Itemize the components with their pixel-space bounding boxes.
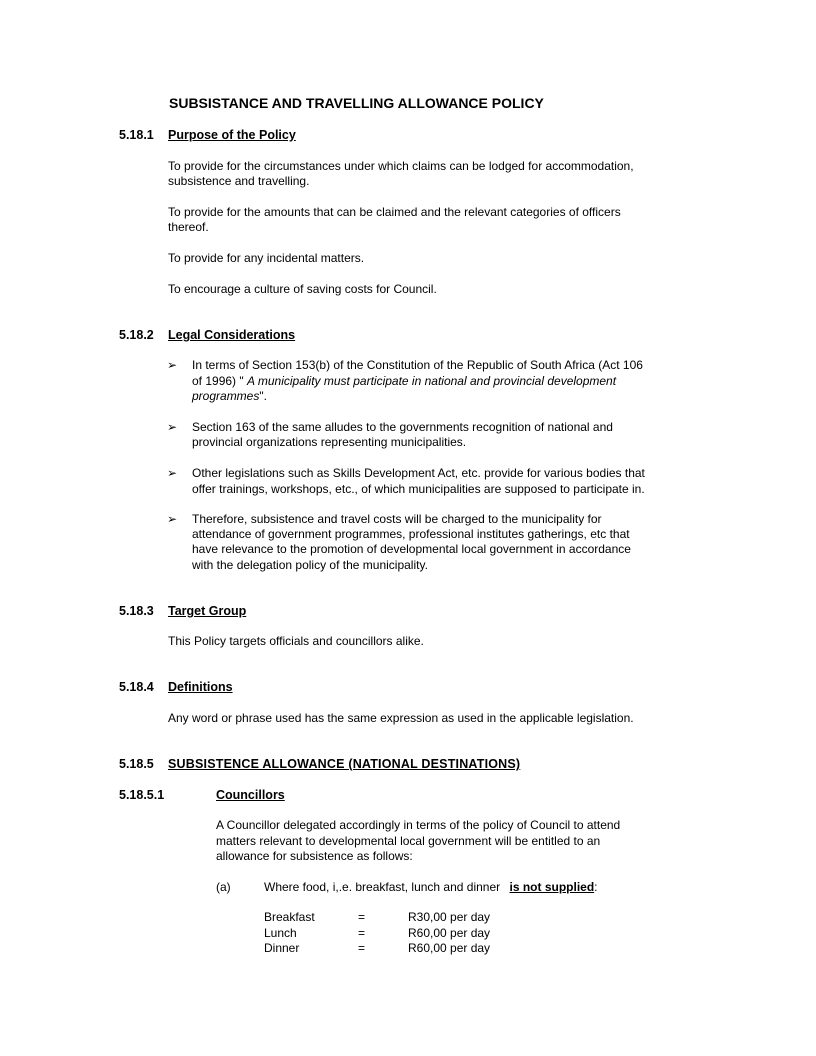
equals-sign: = <box>358 926 366 940</box>
paragraph-line: To provide for the amounts that can be claimed and the relevant categories of officers <box>168 205 621 219</box>
arrow-bullet-icon: ➢ <box>167 512 178 526</box>
bullet-line: of 1996) " A municipality must participate in national and provincial development <box>192 374 617 388</box>
paragraph-line: Any word or phrase used has the same expression as used in the applicable legislation. <box>168 711 634 725</box>
bullet-line: Therefore, subsistence and travel costs will be charged to the municipality for <box>192 512 602 526</box>
section-number-5-18-5-1: 5.18.5.1 <box>119 788 165 802</box>
paragraph-line: This Policy targets officials and councillors alike. <box>168 634 424 648</box>
bullet-line: offer trainings, workshops, etc., of which municipalities are supposed to participate in. <box>192 482 645 496</box>
section-heading-target-group: Target Group <box>168 604 247 618</box>
meal-name: Dinner <box>264 941 300 955</box>
document-title: SUBSISTANCE AND TRAVELLING ALLOWANCE POLICY <box>169 95 544 111</box>
section-heading-definitions: Definitions <box>168 680 233 694</box>
equals-sign: = <box>358 910 366 924</box>
meal-name: Breakfast <box>264 910 315 924</box>
bullet-line: Section 163 of the same alludes to the governments recognition of national and <box>192 420 613 434</box>
paragraph-line: allowance for subsistence as follows: <box>216 849 413 863</box>
list-label-a: (a) <box>216 880 231 894</box>
list-item-a: Where food, i,.e. breakfast, lunch and dinner is not supplied: <box>264 880 598 894</box>
paragraph-line: A Councillor delegated accordingly in terms of the policy of Council to attend <box>216 818 621 832</box>
paragraph-line: subsistence and travelling. <box>168 174 310 188</box>
section-number-5-18-3: 5.18.3 <box>119 604 154 618</box>
bullet-line: provincial organizations representing municipalities. <box>192 435 467 449</box>
paragraph-line: matters relevant to developmental local government will be entitled to an <box>216 834 601 848</box>
paragraph-line: To provide for any incidental matters. <box>168 251 365 265</box>
meal-amount: R60,00 per day <box>408 926 491 940</box>
bullet-line: have relevance to the promotion of developmental local government in accordance <box>192 542 631 556</box>
meal-amount: R60,00 per day <box>408 941 491 955</box>
section-number-5-18-5: 5.18.5 <box>119 757 154 771</box>
meal-name: Lunch <box>264 926 297 940</box>
equals-sign: = <box>358 941 366 955</box>
meal-amount: R30,00 per day <box>408 910 491 924</box>
section-heading-legal: Legal Considerations <box>168 328 296 342</box>
bullet-line: Other legislations such as Skills Development Act, etc. provide for various bodies that <box>192 466 645 480</box>
arrow-bullet-icon: ➢ <box>167 420 178 434</box>
arrow-bullet-icon: ➢ <box>167 358 178 372</box>
paragraph-line: To provide for the circumstances under which claims can be lodged for accommodation, <box>168 159 634 173</box>
arrow-bullet-icon: ➢ <box>167 466 178 480</box>
section-heading-councillors: Councillors <box>216 788 285 802</box>
paragraph-line: thereof. <box>168 220 209 234</box>
bullet-line: attendance of government programmes, professional institutes gatherings, etc that <box>192 527 630 541</box>
section-number-5-18-1: 5.18.1 <box>119 128 154 142</box>
bullet-line: with the delegation policy of the municipality. <box>192 558 428 572</box>
section-heading-purpose: Purpose of the Policy <box>168 128 296 142</box>
section-number-5-18-2: 5.18.2 <box>119 328 154 342</box>
section-heading-subsistence: SUBSISTENCE ALLOWANCE (NATIONAL DESTINATIONS) <box>168 757 521 771</box>
bullet-line: programmes". <box>192 389 267 403</box>
section-number-5-18-4: 5.18.4 <box>119 680 154 694</box>
bullet-line: In terms of Section 153(b) of the Constitution of the Republic of South Africa (Act 106 <box>192 358 643 372</box>
paragraph-line: To encourage a culture of saving costs for Council. <box>168 282 437 296</box>
